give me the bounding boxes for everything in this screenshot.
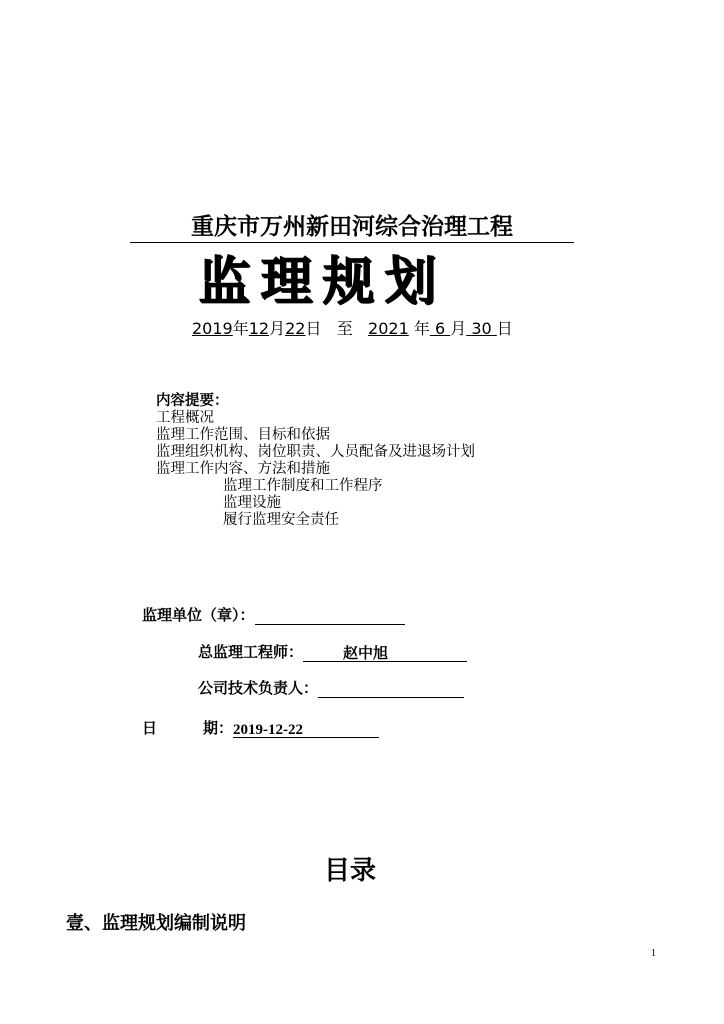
date-row — [142, 718, 379, 738]
chief-engineer-field — [303, 643, 467, 662]
chief-engineer-label: 总监理工程师： — [198, 643, 304, 661]
technical-lead-blank — [318, 680, 464, 698]
chief-engineer-row — [198, 642, 467, 662]
summary-item: 监理工作范围、目标和依据 — [156, 427, 330, 443]
start-day: 22 — [285, 319, 306, 338]
summary-sub-item: 履行监理安全责任 — [223, 512, 339, 528]
year-unit: 年 — [232, 319, 249, 338]
end-year: 2021 — [368, 319, 409, 338]
day-unit: 日 — [305, 319, 322, 338]
page-number: 1 — [651, 948, 656, 959]
day-unit: 日 — [496, 319, 513, 338]
month-unit: 月 — [450, 319, 467, 338]
technical-lead-row — [198, 678, 464, 698]
summary-sub-item: 监理设施 — [223, 495, 281, 511]
date-value: 2019-12-22 — [233, 722, 304, 738]
date-label-second: 期： — [203, 719, 234, 737]
date-label-first: 日 — [142, 719, 158, 737]
project-title: 重庆市万州新田河综合治理工程 — [130, 212, 574, 243]
chief-engineer-name: 赵中旭 — [343, 644, 389, 662]
toc-section-heading: 壹、监理规划编制说明 — [66, 913, 246, 934]
start-year: 2019 — [192, 319, 233, 338]
summary-item: 监理组织机构、岗位职责、人员配备及进退场计划 — [156, 444, 475, 460]
summary-item: 监理工作内容、方法和措施 — [156, 461, 330, 477]
technical-lead-label: 公司技术负责人： — [198, 679, 319, 697]
supervision-unit-blank — [255, 607, 405, 625]
summary-item: 工程概况 — [156, 410, 214, 426]
document-title: 监理规划 — [198, 252, 447, 312]
supervision-unit-label: 监理单位（章）： — [142, 606, 255, 624]
date-separator: 至 — [336, 319, 353, 338]
end-day: 30 — [471, 319, 492, 338]
month-unit: 月 — [269, 319, 286, 338]
summary-heading: 内容提要： — [156, 393, 229, 409]
date-field — [233, 719, 379, 738]
year-unit: 年 — [413, 319, 430, 338]
end-month: 6 — [434, 319, 446, 338]
date-range — [192, 318, 513, 340]
toc-title: 目录 — [324, 856, 377, 886]
content-summary — [156, 393, 475, 529]
supervision-unit-row — [142, 605, 405, 625]
start-month: 12 — [248, 319, 270, 338]
summary-sub-item: 监理工作制度和工作程序 — [223, 478, 383, 494]
